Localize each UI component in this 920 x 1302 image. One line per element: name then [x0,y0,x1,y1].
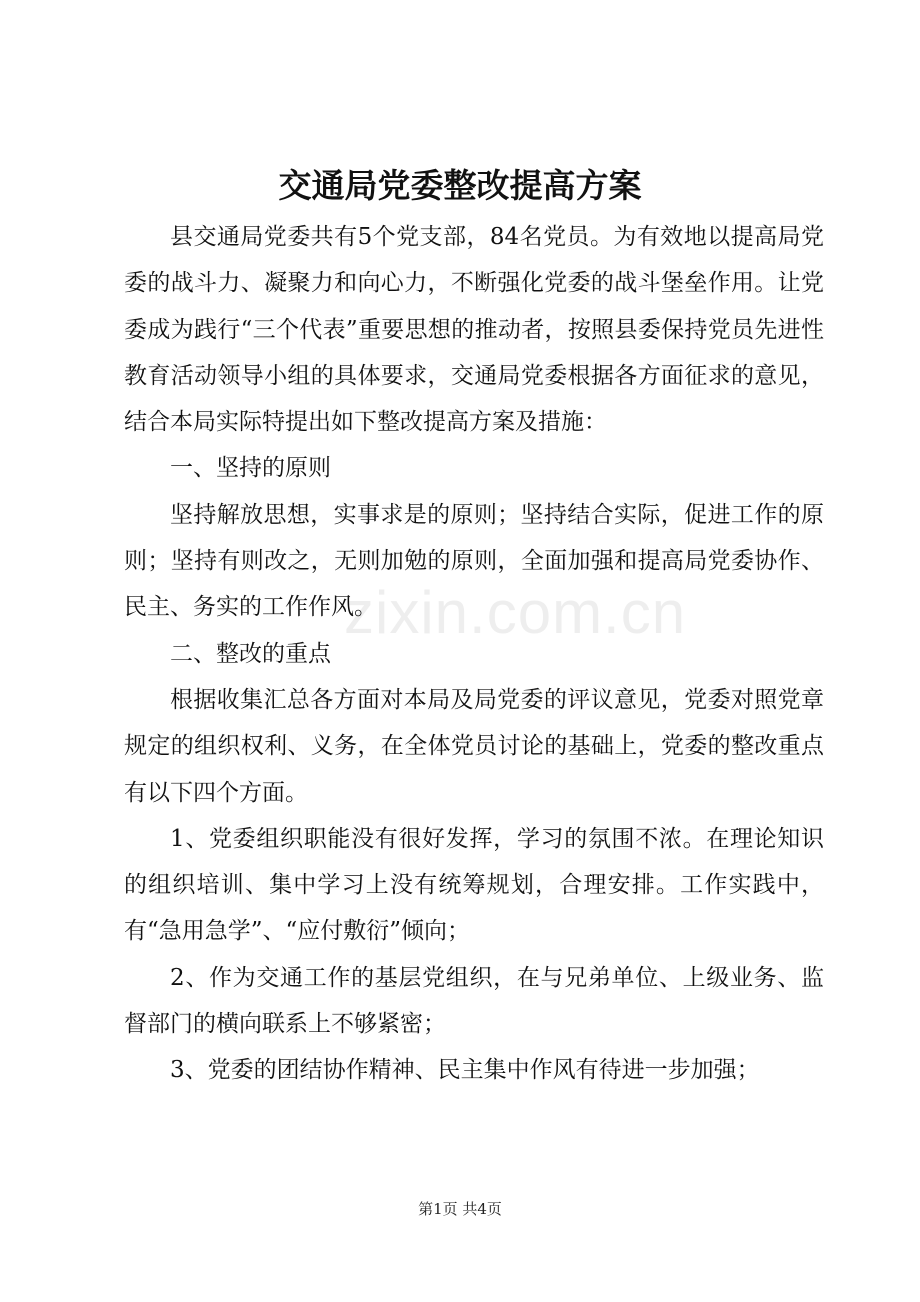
page-footer: 第1页 共4页 [418,1200,502,1218]
section-heading-principles: 一、坚持的原则 [170,455,331,482]
paragraph-principles: 坚持解放思想，实事求是的原则；坚持结合实际，促进工作的原则；坚持有则改之，无则加勉的原则，全面加强和提高局党委协作、民主、务实的工作作风。 [124,501,824,621]
watermark: zixin.com.cn [344,579,687,646]
document-body [124,214,824,1094]
list-item-3: 3、党委的团结协作精神、民主集中作风有待进一步加强； [170,1057,760,1084]
list-item-2: 2、作为交通工作的基层党组织，在与兄弟单位、上级业务、监督部门的横向联系上不够紧密； [124,964,824,1038]
document-title: 交通局党委整改提高方案 [278,166,642,205]
section-heading-focus: 二、整改的重点 [170,640,331,667]
list-item-1: 1、党委组织职能没有很好发挥，学习的氛围不浓。在理论知识的组织培训、集中学习上没有统筹规划，合理安排。工作实践中，有“急用急学”、“应付敷衍”倾向； [124,825,824,945]
paragraph-intro: 县交通局党委共有5个党支部，84名党员。为有效地以提高局党委的战斗力、凝聚力和向心力，不断强化党委的战斗堡垒作用。让党委成为践行“三个代表”重要思想的推动者，按照县委保持党员先进性教育活动领导小组的具体要求，交通局党委根据各方面征求的意见，结合本局实际特提出如下整改提高方案及措施： [124,224,824,436]
paragraph-focus: 根据收集汇总各方面对本局及局党委的评议意见，党委对照党章规定的组织权利、义务，在全体党员讨论的基础上，党委的整改重点有以下四个方面。 [124,686,824,806]
